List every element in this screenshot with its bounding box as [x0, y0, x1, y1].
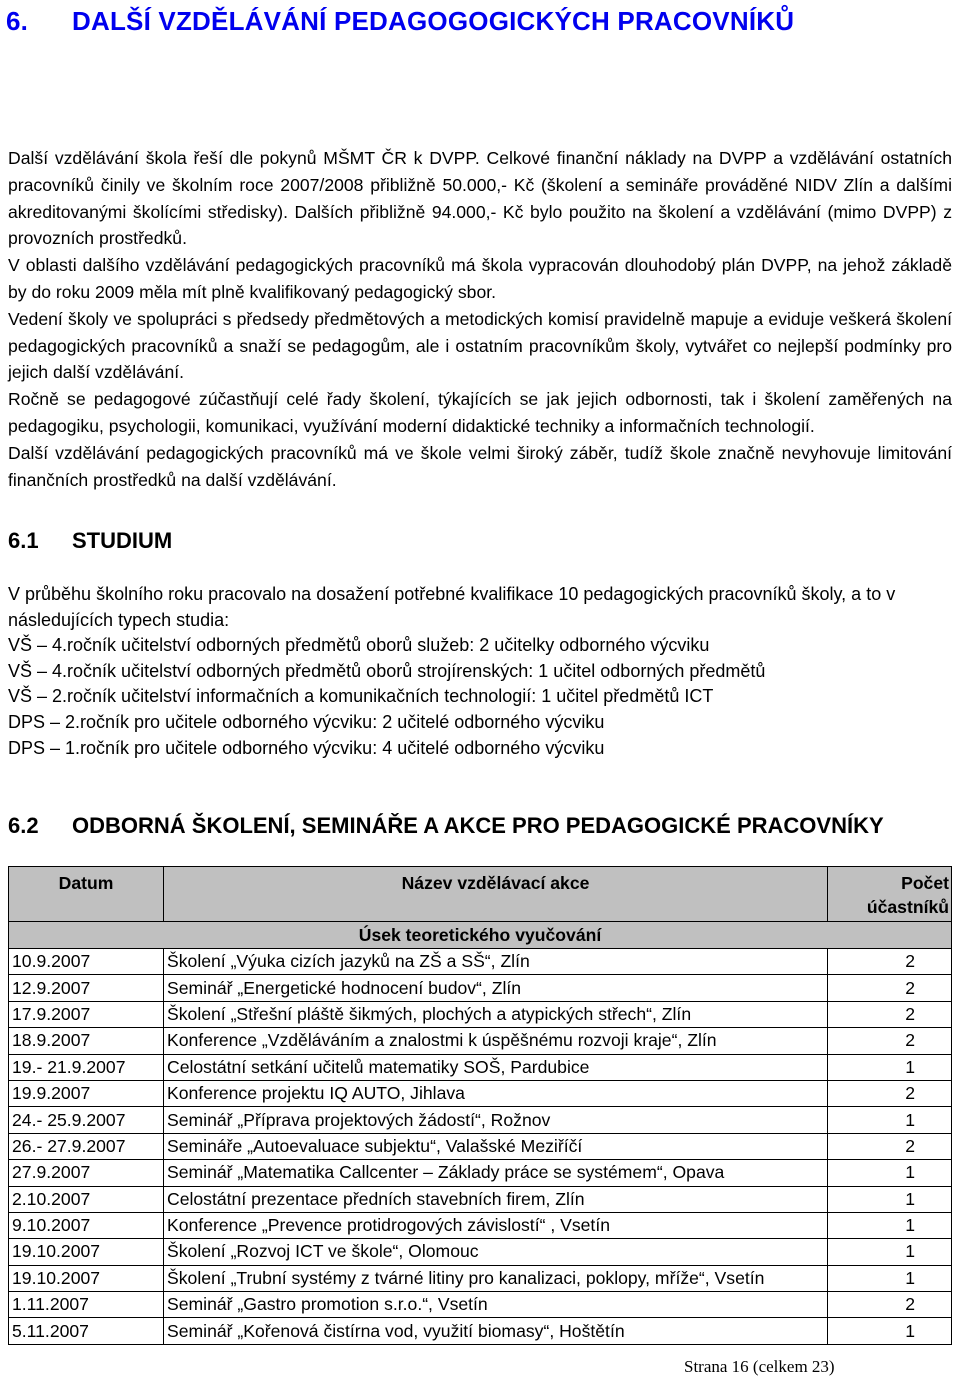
intro-paragraph: Ročně se pedagogové zúčastňují celé řady školení, týkajících se jak jejich odbornosti, tak i školení zaměřených na pedagogiku, psychologii, komunikaci, využívání moderní didaktické techniky a informačních technologií.	[8, 389, 952, 436]
cell-nazev: Seminář „Kořenová čistírna vod, využití biomasy“, Hoštětín	[164, 1318, 828, 1344]
study-line: DPS – 2.ročník pro učitele odborného výcviku: 2 učitelé odborného výcviku	[8, 711, 605, 732]
cell-datum: 1.11.2007	[9, 1292, 164, 1318]
cell-nazev: Seminář „Příprava projektových žádostí“, Rožnov	[164, 1107, 828, 1133]
cell-nazev: Školení „Trubní systémy z tvárné litiny pro kanalizaci, poklopy, mříže“, Vsetín	[164, 1265, 828, 1291]
cell-nazev: Konference „Vzděláváním a znalostmi k úspěšnému rozvoji kraje“, Zlín	[164, 1028, 828, 1054]
table-row	[9, 975, 952, 1001]
cell-datum: 19.10.2007	[9, 1239, 164, 1265]
cell-pocet: 2	[828, 975, 952, 1001]
section-number: 6.2	[8, 813, 39, 838]
column-header-nazev: Název vzdělávací akce	[164, 867, 828, 922]
cell-nazev: Seminář „Energetické hodnocení budov“, Zlín	[164, 975, 828, 1001]
page-footer: Strana 16 (celkem 23)	[684, 1357, 835, 1376]
cell-nazev: Seminář „Gastro promotion s.r.o.“, Vsetín	[164, 1292, 828, 1318]
cell-datum: 2.10.2007	[9, 1186, 164, 1212]
table-row	[9, 1186, 952, 1212]
group-heading: Úsek teoretického vyučování	[9, 922, 952, 949]
table-row	[9, 1318, 952, 1344]
table-row	[9, 1292, 952, 1318]
cell-pocet: 1	[828, 1186, 952, 1212]
cell-pocet: 1	[828, 1107, 952, 1133]
cell-datum: 9.10.2007	[9, 1212, 164, 1238]
cell-nazev: Konference projektu IQ AUTO, Jihlava	[164, 1080, 828, 1106]
column-header-pocet: Počet účastníků	[828, 867, 952, 922]
intro-text	[8, 145, 952, 493]
table-row	[9, 1239, 952, 1265]
cell-datum: 10.9.2007	[9, 949, 164, 975]
cell-pocet: 2	[828, 1080, 952, 1106]
table-row	[9, 1133, 952, 1159]
cell-nazev: Konference „Prevence protidrogových závislostí“ , Vsetín	[164, 1212, 828, 1238]
chapter-title: DALŠÍ VZDĚLÁVÁNÍ PEDAGOGOGICKÝCH PRACOVNÍKŮ	[72, 6, 795, 36]
study-block	[8, 582, 952, 761]
chapter-number: 6.	[6, 6, 29, 36]
cell-datum: 12.9.2007	[9, 975, 164, 1001]
section-heading-skoleni	[8, 813, 884, 839]
section-heading-studium	[8, 528, 172, 554]
cell-nazev: Školení „Rozvoj ICT ve škole“, Olomouc	[164, 1239, 828, 1265]
section-title: STUDIUM	[72, 528, 173, 553]
intro-paragraph: Další vzdělávání škola řeší dle pokynů MŠMT ČR k DVPP. Celkové finanční náklady na DVPP a vzdělávání ostatních pracovníků činily ve školním roce 2007/2008 přibližně 50.000,- Kč (školení a semináře prováděné NIDV Zlín a dalšími akreditovanými školícími středisky). Dalších přibližně 94.000,- Kč bylo použito na školení a vzdělávání (mimo DVPP) z provozních prostředků.	[8, 148, 952, 249]
table-group-row	[9, 922, 952, 949]
table-row	[9, 949, 952, 975]
table-header-row	[9, 867, 952, 922]
training-table	[8, 866, 952, 1345]
cell-datum: 17.9.2007	[9, 1001, 164, 1027]
cell-pocet: 1	[828, 1160, 952, 1186]
column-header-datum: Datum	[9, 867, 164, 922]
cell-datum: 24.- 25.9.2007	[9, 1107, 164, 1133]
cell-pocet: 2	[828, 949, 952, 975]
table-row	[9, 1001, 952, 1027]
table-row	[9, 1028, 952, 1054]
table-row	[9, 1212, 952, 1238]
cell-datum: 18.9.2007	[9, 1028, 164, 1054]
cell-pocet: 2	[828, 1028, 952, 1054]
cell-nazev: Školení „Výuka cizích jazyků na ZŠ a SŠ“, Zlín	[164, 949, 828, 975]
table-row	[9, 1054, 952, 1080]
cell-nazev: Školení „Střešní pláště šikmých, plochých a atypických střech“, Zlín	[164, 1001, 828, 1027]
cell-datum: 19.9.2007	[9, 1080, 164, 1106]
intro-paragraph: V oblasti dalšího vzdělávání pedagogických pracovníků má škola vypracován dlouhodobý plán DVPP, na jehož základě by do roku 2009 měla mít plně kvalifikovaný pedagogický sbor.	[8, 255, 952, 302]
cell-pocet: 1	[828, 1054, 952, 1080]
table-row	[9, 1080, 952, 1106]
study-lead: V průběhu školního roku pracovalo na dosažení potřebné kvalifikace 10 pedagogických pracovníků školy, a to v následujících typech studia:	[8, 584, 896, 630]
section-title: ODBORNÁ ŠKOLENÍ, SEMINÁŘE A AKCE PRO PEDAGOGICKÉ PRACOVNÍKY	[72, 813, 884, 838]
study-line: VŠ – 2.ročník učitelství informačních a komunikačních technologií: 1 učitel předmětů ICT	[8, 686, 714, 707]
cell-datum: 27.9.2007	[9, 1160, 164, 1186]
cell-datum: 19.- 21.9.2007	[9, 1054, 164, 1080]
table-row	[9, 1160, 952, 1186]
table-body	[9, 949, 952, 1345]
cell-nazev: Celostátní prezentace předních stavebních firem, Zlín	[164, 1186, 828, 1212]
chapter-heading	[6, 6, 794, 37]
intro-paragraph: Vedení školy ve spolupráci s předsedy předmětových a metodických komisí pravidelně mapuje a eviduje veškerá školení pedagogických pracovníků a snaží se pedagogům, ale i ostatním pracovníkům školy, vytvářet co nejlepší podmínky pro jejich další vzdělávání.	[8, 308, 952, 383]
study-line: VŠ – 4.ročník učitelství odborných předmětů oborů strojírenských: 1 učitel odborných předmětů	[8, 660, 766, 681]
cell-pocet: 2	[828, 1001, 952, 1027]
cell-datum: 19.10.2007	[9, 1265, 164, 1291]
table-row	[9, 1107, 952, 1133]
study-line: DPS – 1.ročník pro učitele odborného výcviku: 4 učitelé odborného výcviku	[8, 737, 605, 758]
cell-nazev: Seminář „Matematika Callcenter – Základy práce se systémem“, Opava	[164, 1160, 828, 1186]
table-row	[9, 1265, 952, 1291]
study-line: VŠ – 4.ročník učitelství odborných předmětů oborů služeb: 2 učitelky odborného výcviku	[8, 635, 710, 656]
cell-nazev: Semináře „Autoevaluace subjektu“, Valašské Meziříčí	[164, 1133, 828, 1159]
cell-nazev: Celostátní setkání učitelů matematiky SOŠ, Pardubice	[164, 1054, 828, 1080]
cell-pocet: 2	[828, 1292, 952, 1318]
intro-paragraph: Další vzdělávání pedagogických pracovníků má ve škole velmi široký záběr, tudíž škole značně nevyhovuje limitování finančních prostředků na další vzdělávání.	[8, 442, 952, 490]
cell-datum: 26.- 27.9.2007	[9, 1133, 164, 1159]
cell-datum: 5.11.2007	[9, 1318, 164, 1344]
cell-pocet: 2	[828, 1133, 952, 1159]
section-number: 6.1	[8, 528, 39, 553]
cell-pocet: 1	[828, 1212, 952, 1238]
cell-pocet: 1	[828, 1239, 952, 1265]
cell-pocet: 1	[828, 1318, 952, 1344]
cell-pocet: 1	[828, 1265, 952, 1291]
